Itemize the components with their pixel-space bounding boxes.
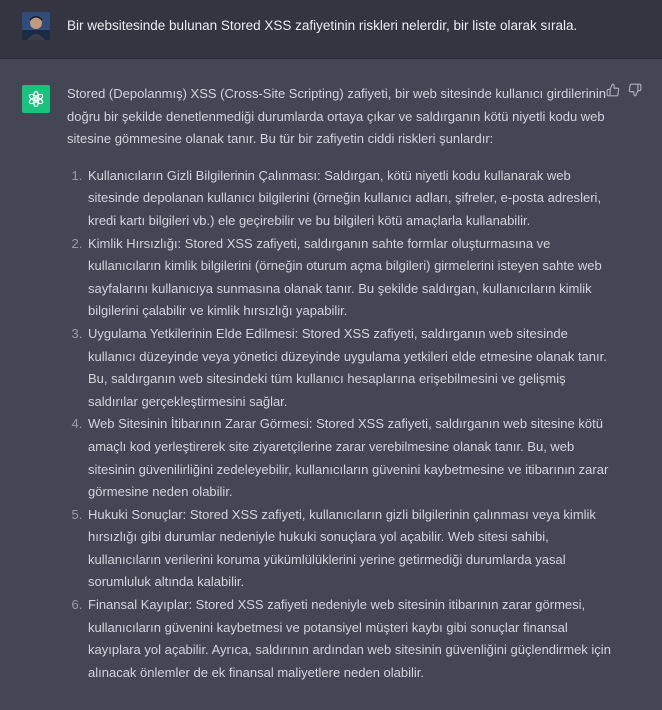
thumbs-down-icon[interactable] [628, 83, 642, 97]
user-avatar [22, 12, 50, 40]
list-item: 1. Kullanıcıların Gizli Bilgilerinin Çalınması: Saldırgan, kötü niyetli kodu kullanarak web sitesinde depolanan kullanıcı bilgilerini (örneğin kullanıcı adları, şifreler, e-posta adresleri, kredi kartı bilgileri vb.) ele geçirebilir ve bu bilgileri kötü amaçlarla kullanabilir. [86, 165, 612, 233]
assistant-message-row [0, 59, 662, 710]
intro-paragraph: Stored (Depolanmış) XSS (Cross-Site Scripting) zafiyeti, bir web sitesinde kullanıcı girdilerinin doğru bir şekilde denetlenmediği durumlarda ortaya çıkar ve saldırganın kötü niyetli kodu web sitesine gömmesine olanak tanır. Bu tür bir zafiyetin ciddi riskleri şunlardır: [67, 86, 606, 147]
assistant-message-content [67, 83, 612, 684]
list-item: 2. Kimlik Hırsızlığı: Stored XSS zafiyeti, saldırganın sahte formlar oluşturmasına ve kullanıcıların kimlik bilgilerini (örneğin oturum açma bilgileri) girmelerini isteyen sahte web sayfalarını kullanıcıya sunmasına olanak tanır. Bu şekilde saldırgan, kullanıcıların kimlik bilgilerini çalabilir ve kimlik hırsızlığı yapabilir. [86, 233, 612, 323]
user-message-text: Bir websitesinde bulunan Stored XSS zafiyetinin riskleri nelerdir, bir liste olarak sırala. [67, 18, 578, 33]
list-item: 3. Uygulama Yetkilerinin Elde Edilmesi: Stored XSS zafiyeti, saldırganın web sitesinde kullanıcı düzeyinde veya yönetici düzeyinde uygulama yetkileri elde etmesine olanak tanır. Bu, saldırganın web sitesindeki tüm kullanıcı hesaplarına erişebilmesini ve gelişmiş saldırılar gerçekleştirmesini sağlar. [86, 323, 612, 413]
risk-list [67, 165, 612, 685]
list-item: 4. Web Sitesinin İtibarının Zarar Görmesi: Stored XSS zafiyeti, saldırganın web sitesine kötü amaçlı kod yerleştirerek site ziyaretçilerine zarar verebilmesine olanak tanır. Bu, web sitesinin güvenilirliğini zedeleyebilir, kullanıcıların güvenini kaybetmesine ve itibarının zarar görmesine neden olabilir. [86, 413, 612, 503]
list-item: 6. Finansal Kayıplar: Stored XSS zafiyeti nedeniyle web sitesinin itibarının zarar görmesi, kullanıcıların güvenini kaybetmesi ve potansiyel müşteri kaybı gibi sonuçlar finansal kayıplara yol açabilir. Ayrıca, saldırının ardından web sitesinin güvenliğini güçlendirmek için alınacak önlemler de ek finansal maliyetlere neden olabilir. [86, 594, 612, 684]
openai-logo-icon [22, 85, 50, 113]
user-message-row [0, 0, 662, 59]
list-item: 5. Hukuki Sonuçlar: Stored XSS zafiyeti, kullanıcıların gizli bilgilerinin çalınması veya kimlik hırsızlığı gibi durumlar nedeniyle hukuki sonuçlara yol açabilir. Web sitesi sahibi, kullanıcıların verilerini koruma yükümlülüklerini yerine getirmediği durumlarda yasal sorumluluk altında kalabilir. [86, 504, 612, 594]
